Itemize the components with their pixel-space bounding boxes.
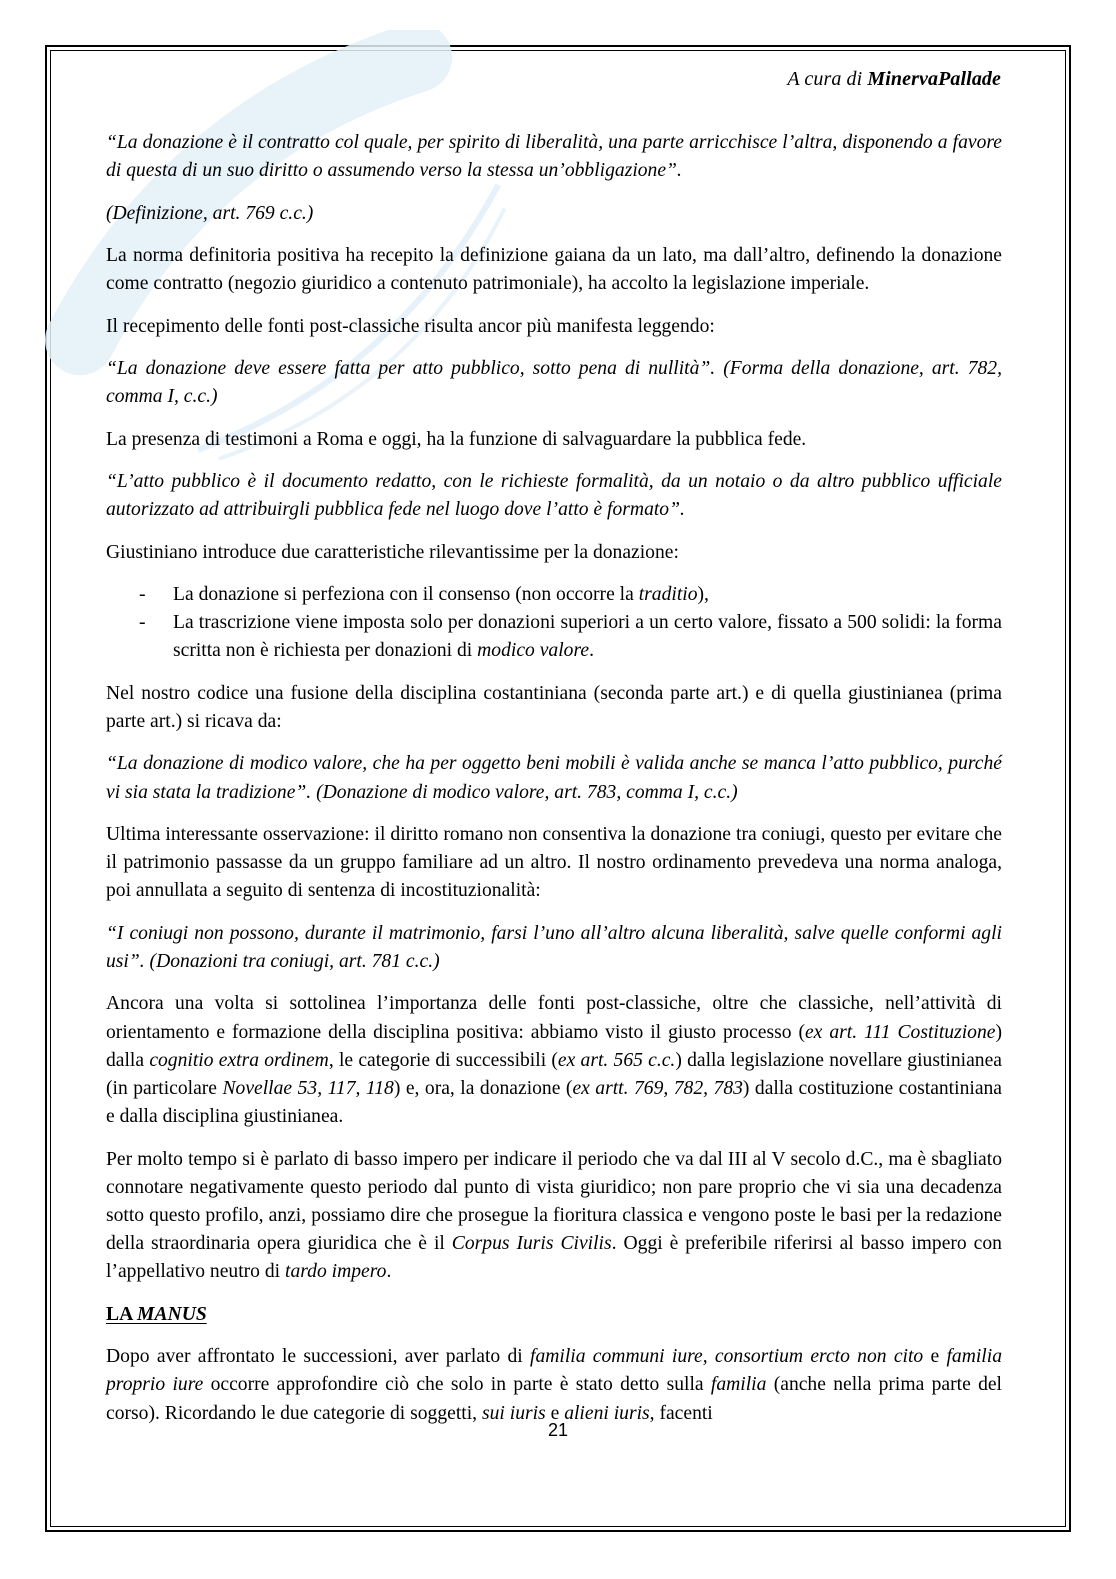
text-run: ) e, ora, la donazione ( [393, 1077, 573, 1099]
text-run: Nel nostro codice una fusione della disciplina costantiniana (seconda parte art.) e di quella giustinianea (prima parte art.) si ricava da: [106, 682, 1002, 732]
text-run: Per molto tempo si è parlato di basso impero per indicare il periodo che va dal III al V secolo d.C., ma è sbagliato connotare negativamente questo periodo dal punto di vista giuridico; non pare proprio che vi sia una decadenza sotto questo profilo, anzi, possiamo dire che prosegue la fioritura classica e vengono poste le basi per la redazione della straordinaria opera giuridica che è il [106, 1148, 1002, 1255]
text-run: traditio [638, 583, 698, 605]
text-run: sui iuris [481, 1402, 546, 1424]
text-run: Novellae 53, 117, 118 [222, 1077, 394, 1099]
text-run: . Oggi è preferibile riferirsi al basso impero con l’appellativo neutro di [106, 1233, 1002, 1283]
text-run: ) dalla legislazione novellare giustinianea (in particolare [106, 1049, 1002, 1099]
text-run: “La donazione di modico valore, che ha per oggetto beni mobili è valida anche se manca l’atto pubblico, purché vi sia stata la tradizione”. (Donazione di modico valore, art. 783, comma I, c.c.) [106, 753, 1002, 803]
text-run: familia proprio iure [106, 1346, 1002, 1396]
document-body [106, 129, 1002, 1442]
text-run: cognitio extra ordinem [149, 1049, 329, 1071]
text-run: Dopo aver affrontato le successioni, aver parlato di [106, 1346, 530, 1368]
text-run: modico valore [477, 640, 590, 662]
text-run: La presenza di testimoni a Roma e oggi, ha la funzione di salvaguardare la pubblica fede. [106, 428, 807, 450]
page-number: 21 [547, 1420, 569, 1440]
body-paragraph [106, 539, 1002, 567]
text-run: Ancora una volta si sottolinea l’importanza delle fonti post-classiche, oltre che classiche, nell’attività di orientamento e formazione della disciplina positiva: abbiamo visto il giusto processo ( [106, 993, 1002, 1043]
text-run: . [589, 640, 594, 662]
quoted-article [106, 355, 1002, 411]
body-paragraph [106, 990, 1002, 1131]
text-run: Il recepimento delle fonti post-classiche risulta ancor più manifesta leggendo: [106, 315, 715, 337]
body-paragraph [106, 1146, 1002, 1287]
body-paragraph [106, 680, 1002, 736]
header-brand: MinervaPallade [867, 68, 1001, 90]
header-prefix: A cura di [787, 68, 868, 90]
body-paragraph [106, 313, 1002, 341]
text-run: Giustiniano introduce due caratteristiche rilevantissime per la donazione: [106, 541, 679, 563]
text-run: La donazione si perfeziona con il consenso (non occorre la [173, 583, 639, 605]
text-run: tardo impero [285, 1261, 387, 1283]
text-run: ) dalla costituzione costantiniana e dalla disciplina giustinianea. [106, 1077, 1003, 1128]
text-run: MANUS [137, 1303, 207, 1325]
list-item [106, 581, 1002, 609]
list-item [106, 609, 1002, 665]
text-run: ) dalla [106, 1021, 1002, 1071]
body-paragraph [106, 426, 1002, 454]
text-run: (anche nella prima parte del corso). Ricordando le due categorie di soggetti, [106, 1374, 1003, 1424]
quoted-article [106, 468, 1002, 524]
text-run: Ultima interessante osservazione: il diritto romano non consentiva la donazione tra coniugi, questo per evitare che il patrimonio passasse da un gruppo familiare ad un altro. Il nostro ordinamento prevedeva una norma analoga, poi annullata a seguito di sentenza di incostituzionalità: [106, 823, 1002, 902]
text-run: ex art. 111 Costituzione [804, 1021, 996, 1043]
bullet-list [106, 581, 1002, 666]
text-run: “La donazione deve essere fatta per atto pubblico, sotto pena di nullità”. (Forma della donazione, art. 782, comma I, c.c.) [106, 357, 1002, 408]
text-run: , facenti [649, 1402, 713, 1424]
text-run: “L’atto pubblico è il documento redatto, con le richieste formalità, da un notaio o da altro pubblico ufficiale autorizzato ad attribuirgli pubblica fede nel luogo dove l’atto è formato”. [106, 470, 1002, 521]
text-run: familia communi iure, consortium ercto non cito [530, 1346, 924, 1368]
text-run: alieni iuris [564, 1402, 650, 1424]
quoted-article [106, 920, 1002, 976]
text-run: occorre approfondire ciò che solo in parte è stato detto sulla [203, 1374, 711, 1396]
text-run: e [545, 1402, 565, 1424]
text-run: e [923, 1346, 947, 1368]
text-run: LA [106, 1303, 138, 1325]
text-run: La norma definitoria positiva ha recepito la definizione gaiana da un lato, ma dall’altro, definendo la donazione come contratto (negozio giuridico a contenuto patrimoniale), ha accolto la legislazione imperiale. [106, 244, 1002, 295]
text-run: (Definizione, art. 769 c.c.) [106, 202, 314, 224]
body-paragraph [106, 821, 1002, 906]
quoted-article [106, 200, 1002, 228]
text-run: , le categorie di successibili ( [328, 1049, 558, 1071]
running-header [787, 68, 1001, 91]
body-paragraph [106, 242, 1002, 298]
body-paragraph [106, 1343, 1002, 1428]
text-run: ), [697, 583, 709, 605]
text-run: La trascrizione viene imposta solo per donazioni superiori a un certo valore, fissato a 500 solidi: la forma scritta non è richiesta per donazioni di [173, 612, 1002, 662]
quoted-article [106, 129, 1002, 185]
text-run: Corpus Iuris Civilis [451, 1233, 612, 1255]
text-run: familia [710, 1374, 767, 1396]
section-heading [106, 1301, 1002, 1329]
quoted-article [106, 750, 1002, 806]
text-run: “La donazione è il contratto col quale, per spirito di liberalità, una parte arricchisce l’altra, disponendo a favore di questa di un suo diritto o assumendo verso la stessa un’obbligazione”. [106, 132, 1002, 182]
text-run: . [386, 1261, 392, 1283]
list-marker: - [139, 612, 146, 634]
text-run: ex art. 565 c.c. [557, 1049, 676, 1071]
text-run: ex artt. 769, 782, 783 [572, 1077, 743, 1099]
list-marker: - [139, 583, 146, 605]
text-run: “I coniugi non possono, durante il matrimonio, farsi l’uno all’altro alcuna liberalità, salve quelle conformi agli usi”. (Donazioni tra coniugi, art. 781 c.c.) [106, 922, 1002, 972]
